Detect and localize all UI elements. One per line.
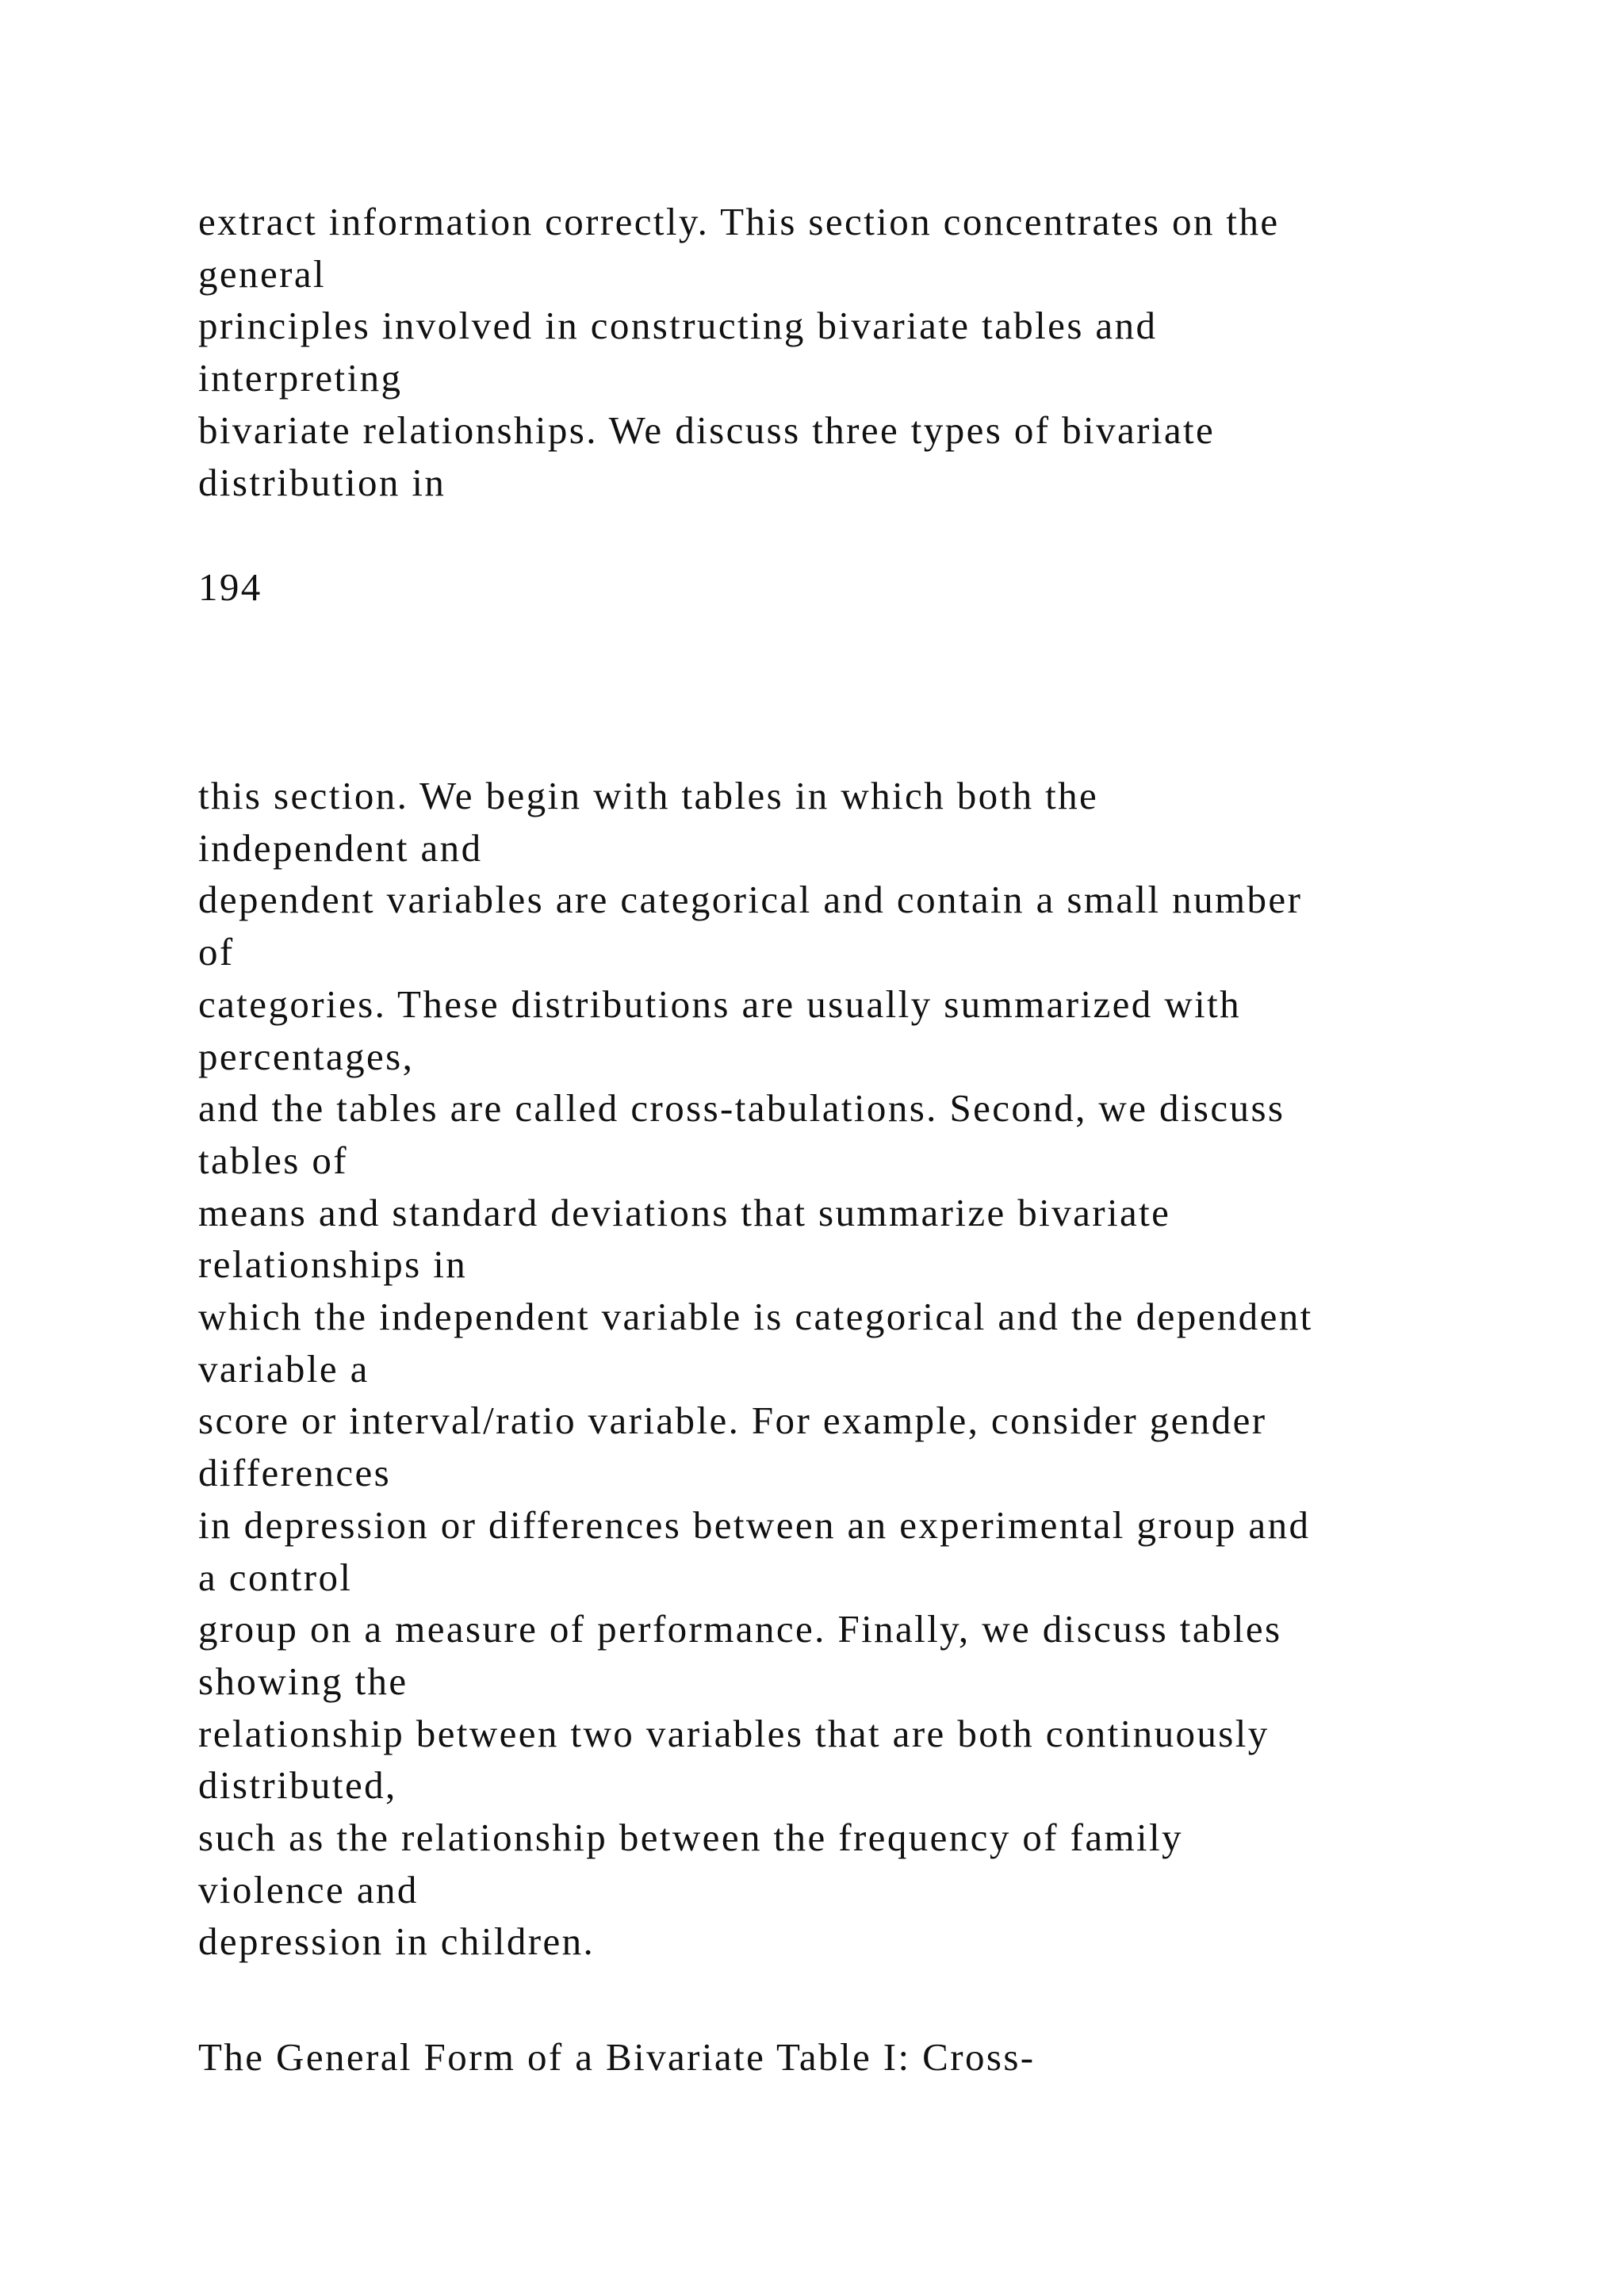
page-number xyxy=(198,561,1546,614)
section-heading-text: The General Form of a Bivariate Table I: Cross- xyxy=(198,2035,1036,2079)
text-line: general xyxy=(198,251,326,296)
text-line: and the tables are called cross-tabulations. Second, we discuss xyxy=(198,1086,1285,1131)
text-line: which the independent variable is categorical and the dependent xyxy=(198,1295,1313,1339)
text-line: such as the relationship between the frequency of family xyxy=(198,1816,1183,1860)
text-line: differences xyxy=(198,1451,392,1495)
text-line: bivariate relationships. We discuss three types of bivariate xyxy=(198,408,1216,452)
text-line: interpreting xyxy=(198,356,403,400)
text-line: group on a measure of performance. Finally, we discuss tables xyxy=(198,1607,1282,1651)
text-line: of xyxy=(198,930,235,974)
text-line: this section. We begin with tables in which both the xyxy=(198,774,1099,817)
text-line: a control xyxy=(198,1555,353,1599)
text-line: dependent variables are categorical and contain a small number xyxy=(198,878,1303,922)
text-line: distribution in xyxy=(198,460,446,504)
text-line: categories. These distributions are usually summarized with xyxy=(198,982,1242,1026)
text-line: means and standard deviations that summarize bivariate xyxy=(198,1190,1171,1234)
text-line: variable a xyxy=(198,1346,370,1391)
paragraph-top xyxy=(198,196,1546,508)
text-line: tables of xyxy=(198,1138,348,1182)
text-line: relationship between two variables that are both continuously xyxy=(198,1711,1270,1755)
text-line: percentages, xyxy=(198,1034,415,1078)
text-line: score or interval/ratio variable. For example, consider gender xyxy=(198,1399,1267,1443)
text-line: extract information correctly. This section concentrates on the xyxy=(198,200,1280,243)
text-line: principles involved in constructing bivariate tables and xyxy=(198,304,1158,348)
page-number-text: 194 xyxy=(198,565,262,609)
text-line: distributed, xyxy=(198,1763,397,1808)
text-line: in depression or differences between an experimental group and xyxy=(198,1502,1311,1547)
text-line: depression in children. xyxy=(198,1919,596,1964)
text-line: independent and xyxy=(198,825,483,870)
text-line: showing the xyxy=(198,1659,408,1703)
text-line: violence and xyxy=(198,1867,419,1911)
paragraph-main xyxy=(198,770,1546,1968)
text-line: relationships in xyxy=(198,1242,468,1287)
section-heading xyxy=(198,2031,1546,2084)
